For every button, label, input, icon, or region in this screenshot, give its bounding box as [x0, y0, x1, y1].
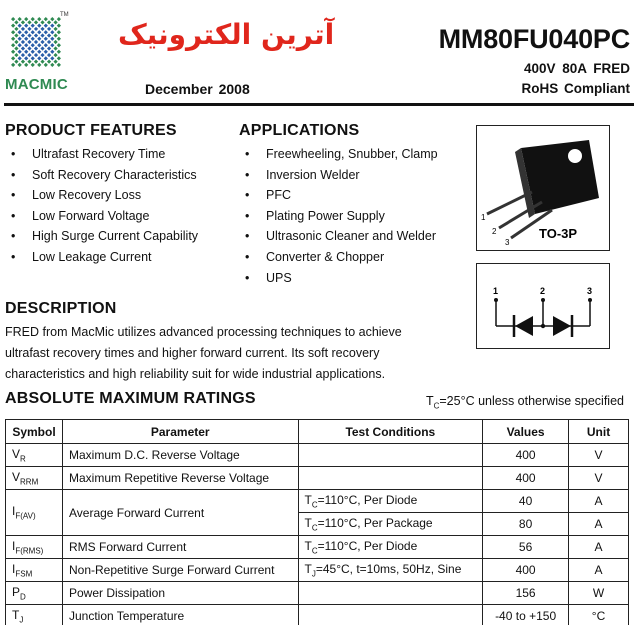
publish-date: December 2008 — [145, 81, 250, 97]
logo-dot — [47, 27, 51, 31]
logo-dot — [31, 43, 35, 47]
diagram-pin-2: 2 — [540, 286, 546, 296]
pin-2-label: 2 — [492, 227, 497, 236]
rohs-compliance: RoHS Compliant — [521, 81, 630, 96]
ratings-heading: ABSOLUTE MAXIMUM RATINGS — [5, 390, 256, 407]
condition-cell — [298, 467, 483, 490]
circuit-diagram — [476, 263, 610, 349]
value-cell: 400 — [483, 467, 569, 490]
parameter-cell: Non-Repetitive Surge Forward Current — [62, 559, 298, 582]
logo-dot — [50, 24, 54, 28]
logo-dot — [44, 63, 48, 67]
persian-brand-title: آترین الکترونیک — [118, 18, 335, 51]
logo-dot — [37, 56, 41, 60]
table-row — [6, 444, 629, 467]
features-list — [5, 144, 198, 268]
logo-dot — [34, 59, 38, 63]
parameter-cell: Maximum Repetitive Reverse Voltage — [62, 467, 298, 490]
logo-dot — [27, 40, 31, 44]
logo-dot — [40, 33, 44, 37]
condition-cell: $T_C=110^\circ C$, Per Package — [298, 513, 483, 536]
application-item: • Converter & Chopper — [239, 247, 438, 268]
logo-dot — [14, 20, 18, 24]
col-header-symbol: Symbol — [6, 420, 63, 444]
to3p-package-icon — [477, 126, 609, 250]
logo-dot — [11, 37, 15, 41]
package-image — [476, 125, 610, 251]
unit-cell: A — [569, 490, 629, 513]
unit-cell: A — [569, 536, 629, 559]
diagram-pin-3: 3 — [587, 286, 593, 296]
condition-cell — [298, 444, 483, 467]
applications-list — [239, 144, 438, 288]
logo-dot — [31, 56, 35, 60]
value-cell: 40 — [483, 490, 569, 513]
logo-dot — [53, 53, 57, 57]
logo-dot — [53, 46, 57, 50]
logo-dot — [50, 56, 54, 60]
logo-dot — [47, 33, 51, 37]
logo-dot — [24, 56, 28, 60]
logo-dot — [11, 17, 15, 21]
applications-heading: APPLICATIONS — [239, 122, 360, 139]
logo-dot — [44, 50, 48, 54]
logo-dot — [50, 37, 54, 41]
logo-dot — [44, 56, 48, 60]
table-row — [6, 467, 629, 490]
application-item: • Inversion Welder — [239, 165, 438, 186]
header-divider — [4, 103, 634, 106]
logo-dot — [53, 27, 57, 31]
logo-dot — [31, 24, 35, 28]
col-header-values: Values — [483, 420, 569, 444]
logo-dot — [53, 40, 57, 44]
logo-dot — [53, 33, 57, 37]
logo-dot — [37, 37, 41, 41]
symbol-cell: $T_J$ — [6, 605, 63, 625]
logo-dot — [14, 46, 18, 50]
col-header-unit: Unit — [569, 420, 629, 444]
description-line: FRED from MacMic utilizes advanced processing techniques to achieve — [5, 325, 402, 339]
unit-cell: V — [569, 467, 629, 490]
condition-suffix: =25°C unless otherwise specified — [439, 394, 624, 408]
logo-dot — [14, 59, 18, 63]
logo-dot — [27, 20, 31, 24]
logo-dot — [14, 53, 18, 57]
symbol-cell: $V_R$ — [6, 444, 63, 467]
description-heading: DESCRIPTION — [5, 300, 117, 317]
logo-dot — [57, 56, 61, 60]
logo-dot — [50, 43, 54, 47]
logo-dot — [57, 37, 61, 41]
feature-item: • High Surge Current Capability — [5, 226, 198, 247]
table-row — [6, 536, 629, 559]
condition-cell — [298, 605, 483, 625]
pin-1-label: 1 — [481, 213, 486, 222]
logo-dot — [27, 33, 31, 37]
logo-dot — [11, 30, 15, 34]
unit-cell: V — [569, 444, 629, 467]
description-body — [5, 322, 425, 385]
parameter-cell: Average Forward Current — [62, 490, 298, 536]
col-header-parameter: Parameter — [62, 420, 298, 444]
logo-dot — [18, 63, 22, 67]
logo-dot — [24, 17, 28, 21]
logo-dot — [21, 46, 25, 50]
pin-3-label: 3 — [505, 238, 510, 247]
logo-dot — [47, 46, 51, 50]
logo-dot — [14, 40, 18, 44]
condition-cell — [298, 582, 483, 605]
table-row — [6, 582, 629, 605]
symbol-cell: $I_{F(RMS)}$ — [6, 536, 63, 559]
logo-dot — [44, 43, 48, 47]
condition-cell: $T_J=45^\circ C$, t=10ms, 50Hz, Sine — [298, 559, 483, 582]
condition-cell: $T_C=110^\circ C$, Per Diode — [298, 536, 483, 559]
logo-dot — [21, 59, 25, 63]
application-item: • Ultrasonic Cleaner and Welder — [239, 226, 438, 247]
logo-dot — [18, 50, 22, 54]
logo-dot — [40, 20, 44, 24]
parameter-cell: RMS Forward Current — [62, 536, 298, 559]
logo-dot — [47, 20, 51, 24]
logo-dot — [44, 24, 48, 28]
parameter-cell: Power Dissipation — [62, 582, 298, 605]
logo-dot — [18, 56, 22, 60]
symbol-cell: $V_{RRM}$ — [6, 467, 63, 490]
logo-dot — [53, 59, 57, 63]
logo-dot — [18, 43, 22, 47]
condition-cell: $T_C=110^\circ C$, Per Diode — [298, 490, 483, 513]
logo-dot — [40, 59, 44, 63]
logo-dot — [31, 37, 35, 41]
logo-dot — [24, 50, 28, 54]
logo-dot — [18, 24, 22, 28]
logo-dot — [57, 30, 61, 34]
logo-dot — [37, 17, 41, 21]
diagram-pin-1: 1 — [493, 286, 499, 296]
symbol-cell: $I_{FSM}$ — [6, 559, 63, 582]
ratings-table — [5, 419, 629, 625]
logo-dot — [40, 40, 44, 44]
logo-dot — [34, 53, 38, 57]
logo-dot — [37, 24, 41, 28]
parameter-cell: Maximum D.C. Reverse Voltage — [62, 444, 298, 467]
logo-dot — [11, 56, 15, 60]
logo-dot — [11, 63, 15, 67]
logo-dot — [57, 43, 61, 47]
logo-dot — [27, 27, 31, 31]
logo-dot — [21, 27, 25, 31]
logo-dot — [21, 40, 25, 44]
logo-dot — [37, 30, 41, 34]
logo-dot — [47, 53, 51, 57]
logo-dot — [14, 27, 18, 31]
logo-dot — [44, 17, 48, 21]
logo-dot — [11, 50, 15, 54]
logo-dot — [37, 63, 41, 67]
logo-dot — [21, 20, 25, 24]
feature-item: • Low Recovery Loss — [5, 185, 198, 206]
logo-dot — [24, 37, 28, 41]
parameter-cell: Junction Temperature — [62, 605, 298, 625]
logo-dot — [11, 43, 15, 47]
logo-dot — [31, 50, 35, 54]
feature-item: • Low Leakage Current — [5, 247, 198, 268]
logo-dot — [27, 46, 31, 50]
logo-dot — [18, 30, 22, 34]
application-item: • UPS — [239, 268, 438, 289]
logo-dot — [34, 46, 38, 50]
logo-dot — [50, 50, 54, 54]
logo-dot — [24, 63, 28, 67]
logo-dot — [34, 33, 38, 37]
logo-dot — [31, 17, 35, 21]
logo-dot — [24, 24, 28, 28]
col-header-conditions: Test Conditions — [298, 420, 483, 444]
logo-dot — [34, 20, 38, 24]
logo-dot — [44, 37, 48, 41]
logo-dot — [50, 17, 54, 21]
logo-dot — [11, 24, 15, 28]
logo-dot — [34, 40, 38, 44]
logo-dot — [14, 33, 18, 37]
logo-dot — [27, 59, 31, 63]
value-cell: 156 — [483, 582, 569, 605]
logo-dot — [40, 27, 44, 31]
logo-dot — [37, 43, 41, 47]
value-cell: 400 — [483, 444, 569, 467]
logo-dot — [21, 33, 25, 37]
logo-dot — [40, 46, 44, 50]
symbol-cell: $I_{F(AV)}$ — [6, 490, 63, 536]
logo-dot — [18, 17, 22, 21]
feature-item: • Ultrafast Recovery Time — [5, 144, 198, 165]
logo-dot — [24, 30, 28, 34]
logo-dot — [50, 63, 54, 67]
logo-text: MACMIC — [5, 76, 68, 93]
condition-sub: C — [433, 401, 440, 411]
logo-dot — [57, 24, 61, 28]
feature-item: • Soft Recovery Characteristics — [5, 165, 198, 186]
logo-dot — [21, 53, 25, 57]
symbol-cell: $P_D$ — [6, 582, 63, 605]
logo-dot — [24, 43, 28, 47]
logo-dot — [40, 53, 44, 57]
table-row — [6, 490, 629, 513]
value-cell: 400 — [483, 559, 569, 582]
logo-dot — [44, 30, 48, 34]
trademark-mark: TM — [60, 12, 69, 18]
package-name: TO-3P — [539, 226, 578, 241]
unit-cell: W — [569, 582, 629, 605]
logo-dot — [53, 20, 57, 24]
unit-cell: °C — [569, 605, 629, 625]
table-row — [6, 559, 629, 582]
logo-dot — [31, 63, 35, 67]
value-cell: -40 to +150 — [483, 605, 569, 625]
features-heading: PRODUCT FEATURES — [5, 122, 177, 139]
logo-dot — [50, 30, 54, 34]
logo-dot — [57, 50, 61, 54]
application-item: • Plating Power Supply — [239, 206, 438, 227]
condition-prefix: T — [425, 394, 434, 408]
ratings-condition-note — [426, 394, 624, 411]
logo-dot — [47, 59, 51, 63]
logo-dot — [34, 27, 38, 31]
description-line: ultrafast recovery times and higher forward current. Its soft recovery — [5, 346, 380, 360]
logo-dot — [47, 40, 51, 44]
logo-dot — [27, 53, 31, 57]
description-line: characteristics and high reliability suit for wide industrial applications. — [5, 367, 386, 381]
application-item: • Freewheeling, Snubber, Clamp — [239, 144, 438, 165]
table-row — [6, 605, 629, 625]
value-cell: 56 — [483, 536, 569, 559]
unit-cell: A — [569, 559, 629, 582]
feature-item: • Low Forward Voltage — [5, 206, 198, 227]
dual-diode-schematic-icon — [477, 264, 609, 348]
logo-dot — [18, 37, 22, 41]
logo-dot — [37, 50, 41, 54]
logo-dot — [57, 63, 61, 67]
table-header-row — [6, 420, 629, 444]
part-number: MM80FU040PC — [438, 24, 630, 54]
product-specs: 400V 80A FRED — [523, 61, 630, 76]
application-item: • PFC — [239, 185, 438, 206]
value-cell: 80 — [483, 513, 569, 536]
logo-diamond-icon — [4, 8, 68, 76]
unit-cell: A — [569, 513, 629, 536]
logo-dot — [31, 30, 35, 34]
